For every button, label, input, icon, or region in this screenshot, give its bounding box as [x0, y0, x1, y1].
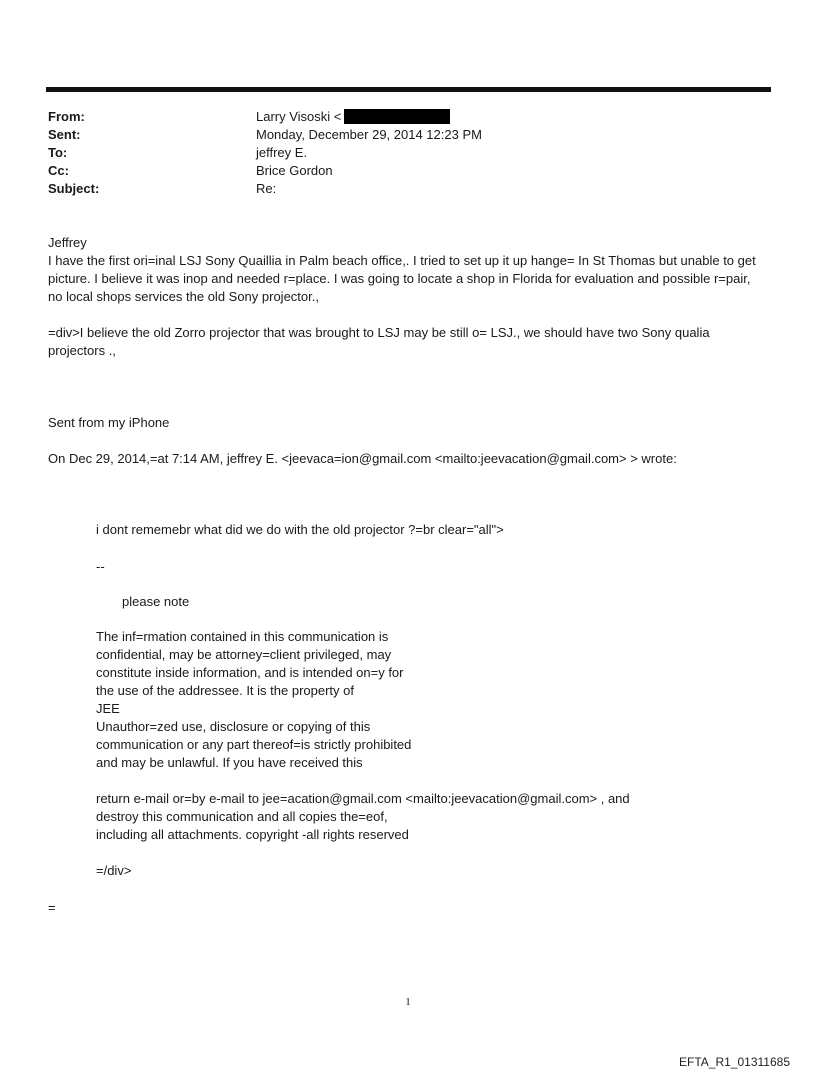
sent-label: Sent: [48, 127, 81, 142]
signature: Sent from my iPhone [48, 415, 170, 430]
paragraph-2: =div>I believe the old Zorro projector that was brought to LSJ may be still o= LSJ., we should have two Sony qualia projectors ., [48, 325, 710, 358]
subject-label: Subject: [48, 181, 100, 196]
to-label: To: [48, 145, 68, 160]
from-name: Larry Visoski < [256, 109, 342, 124]
from-value [256, 108, 450, 126]
quoted-line-1: i dont rememebr what did we do with the old projector ?=br clear="all"> [96, 522, 504, 537]
header-divider [46, 87, 771, 92]
cc-label: Cc: [48, 163, 69, 178]
cc-value: Brice Gordon [256, 163, 333, 178]
greeting: Jeffrey [48, 235, 87, 250]
from-label: From: [48, 109, 85, 124]
to-value: jeffrey E. [256, 145, 308, 160]
document-id: EFTA_R1_01311685 [679, 1055, 790, 1069]
quoted-dashes: -- [96, 559, 105, 574]
notice-block-2: return e-mail or=by e-mail to jee=acation@gmail.com <mailto:jeevacation@gmail.com> , and destroy this communication and all copies the=eof, including all attachments. copyright -all rights reserved [96, 791, 630, 842]
paragraph-1: I have the first ori=inal LSJ Sony Quaillia in Palm beach office,. I tried to set up it up hange= In St Thomas but unable to get picture. I believe it was inop and needed r=place. I was going to locate a shop in Florida for evaluation and possible r=pair, no local shops services the old Sony projector., [48, 253, 756, 304]
quote-intro: On Dec 29, 2014,=at 7:14 AM, jeffrey E. <jeevaca=ion@gmail.com <mailto:jeevacation@gmail.com> > wrote: [48, 451, 677, 466]
sent-value: Monday, December 29, 2014 12:23 PM [256, 127, 482, 142]
please-note: please note [122, 594, 190, 609]
redaction-bar [344, 109, 450, 124]
trailing-equals: = [48, 900, 56, 915]
notice-block-1: The inf=rmation contained in this communication is confidential, may be attorney=client privileged, may constitute inside information, and is intended on=y for the use of the addressee. It is the property of JEE Unauthor=zed use, disclosure or copying of this communication or any part thereof=is strictly prohibited and may be unlawful. If you have received this [96, 629, 412, 770]
page-number: 1 [405, 996, 411, 1008]
subject-value: Re: [256, 181, 277, 196]
close-div: =/div> [96, 863, 132, 878]
